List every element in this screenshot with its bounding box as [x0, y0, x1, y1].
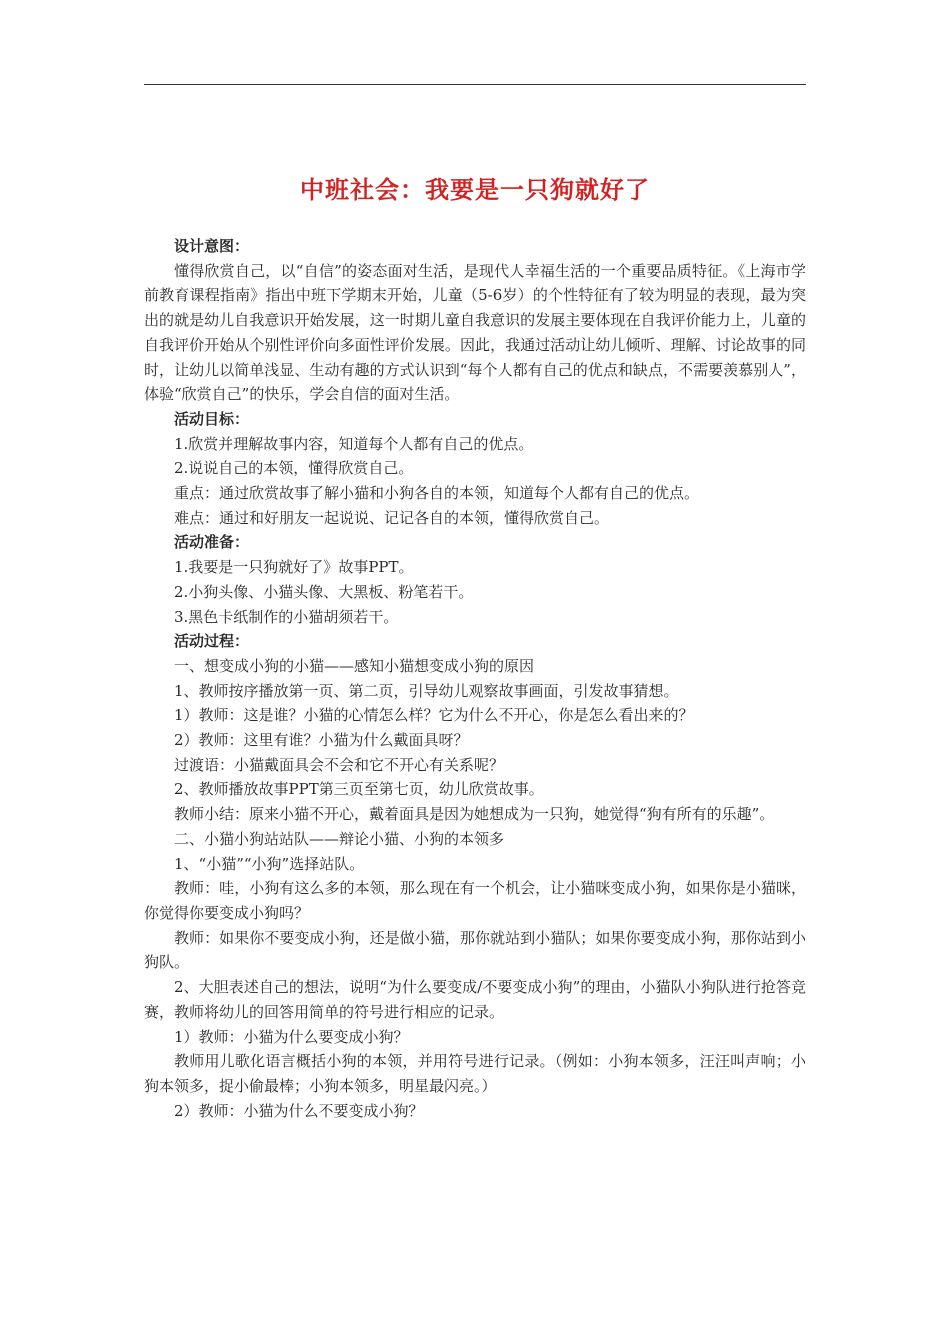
body-paragraph: 2）教师：小猫为什么不要变成小狗？ — [174, 1101, 424, 1120]
body-paragraph: 2、大胆表述自己的想法，说明“为什么要变成/不要变成小狗”的理由，小猫队小狗队进行抢答竞赛，教师将幼儿的回答用简单的符号进行相应的记录。 — [144, 978, 806, 1021]
body-paragraph: 二、小猫小狗站站队——辩论小猫、小狗的本领多 — [174, 829, 505, 848]
body-paragraph: 2）教师：这里有谁？小猫为什么戴面具呀？ — [174, 731, 469, 750]
body-paragraph: 1）教师：小猫为什么要变成小狗？ — [174, 1027, 409, 1046]
section-heading: 设计意图： — [174, 237, 250, 255]
body-paragraph: 懂得欣赏自己，以“自信”的姿态面对生活，是现代人幸福生活的一个重要品质特征。《上海市学前教育课程指南》指出中班下学期末开始，儿童（5-6岁）的个性特征有了较为明显的表现，最为突出的就是幼儿自我意识开始发展，这一时期儿童自我意识的发展主要体现在自我评价能力上，儿童的自我评价开始从个别性评价向多面性评价发展。因此，我通过活动让幼儿倾听、理解、讨论故事的同时，让幼儿以简单浅显、生动有趣的方式认识到“每个人都有自己的优点和缺点，不需要羡慕别人”，体验“欣赏自己”的快乐，学会自信的面对生活。 — [144, 261, 806, 404]
body-paragraph: 2.小狗头像、小猫头像、大黑板、粉笔若干。 — [174, 582, 474, 601]
body-paragraph: 1、教师按序播放第一页、第二页，引导幼儿观察故事画面，引发故事猜想。 — [174, 681, 679, 700]
section-heading: 活动目标： — [174, 409, 250, 428]
body-paragraph: 1）教师：这是谁？小猫的心情怎么样？它为什么不开心，你是怎么看出来的？ — [174, 706, 694, 725]
header-rule — [144, 84, 806, 85]
body-paragraph: 教师：如果你不要变成小狗，还是做小猫，那你就站到小猫队；如果你要变成小狗，那你站到小狗队。 — [144, 928, 806, 972]
body-paragraph: 难点：通过和好朋友一起说说、记记各自的本领，懂得欣赏自己。 — [174, 508, 610, 527]
body-paragraph: 教师小结：原来小猫不开心，戴着面具是因为她想成为一只狗，她觉得“狗有所有的乐趣”。 — [174, 805, 775, 824]
document-title: 中班社会：我要是一只狗就好了 — [300, 175, 650, 204]
body-paragraph: 1、“小猫”“小狗”选择站队。 — [174, 854, 365, 873]
section-heading: 活动过程： — [174, 632, 250, 651]
section-heading: 活动准备： — [174, 533, 250, 552]
body-paragraph: 1.我要是一只狗就好了》故事PPT。 — [174, 558, 414, 577]
body-paragraph: 2.说说自己的本领，懂得欣赏自己。 — [174, 459, 414, 478]
body-paragraph: 一、想变成小狗的小猫——感知小猫想变成小狗的原因 — [174, 656, 535, 675]
body-paragraph: 重点：通过欣赏故事了解小猫和小狗各自的本领，知道每个人都有自己的优点。 — [174, 484, 700, 503]
body-paragraph: 过渡语：小猫戴面具会不会和它不开心有关系呢？ — [174, 755, 505, 774]
body-paragraph: 教师：哇，小狗有这么多的本领，那么现在有一个机会，让小猫咪变成小狗，如果你是小猫咪，你觉得你要变成小狗吗？ — [144, 879, 806, 922]
body-paragraph: 1.欣赏并理解故事内容，知道每个人都有自己的优点。 — [174, 434, 534, 453]
body-paragraph: 2、教师播放故事PPT第三页至第七页，幼儿欣赏故事。 — [174, 780, 544, 799]
body-paragraph: 教师用儿歌化语言概括小狗的本领，并用符号进行记录。（例如：小狗本领多，汪汪叫声响；小狗本领多，捉小偷最棒；小狗本领多，明星最闪亮。） — [144, 1052, 806, 1095]
document-body — [144, 234, 806, 1123]
body-paragraph: 3.黑色卡纸制作的小猫胡须若干。 — [174, 607, 399, 626]
